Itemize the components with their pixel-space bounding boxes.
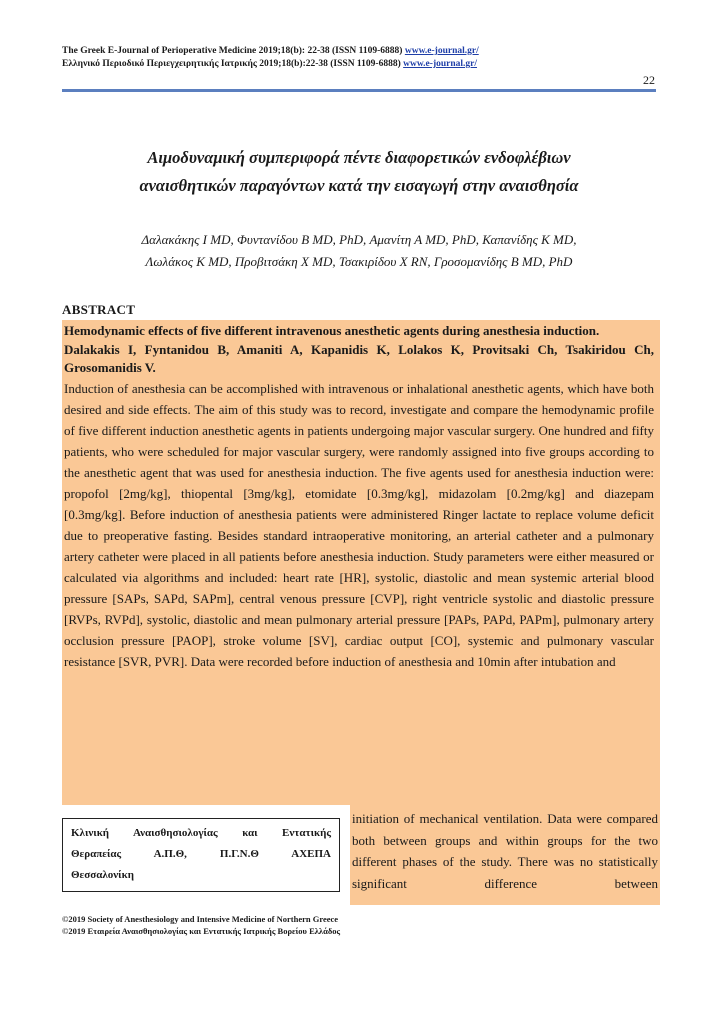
header-line-greek	[62, 58, 479, 71]
article-title	[62, 144, 656, 200]
header-citation-english: The Greek E-Journal of Perioperative Medicine 2019;18(b): 22-38 (ISSN 1109-6888)	[62, 46, 403, 56]
abstract-content	[62, 322, 656, 672]
journal-header	[62, 45, 479, 71]
english-authors: Dalakakis I, Fyntanidou B, Amaniti A, Kapanidis K, Lolakos K, Provitsaki Ch, Tsakiridou Ch, Grosomanidis V.	[64, 341, 654, 375]
affiliation-line-2: Θεραπείας Α.Π.Θ, Π.Γ.Ν.Θ ΑΧΕΠΑ	[71, 848, 331, 860]
affiliation-box	[62, 818, 340, 892]
title-line-1: Αιμοδυναμική συμπεριφορά πέντε διαφορετικών ενδοφλέβιων	[147, 148, 571, 167]
copyright-english: ©2019 Society of Anesthesiology and Intensive Medicine of Northern Greece	[62, 914, 339, 924]
author-list	[62, 229, 656, 273]
abstract-continuation: initiation of mechanical ventilation. Data were compared both between groups and within groups for the two different phases of the study. There was no statistically significant difference between	[352, 811, 658, 891]
abstract-body: Induction of anesthesia can be accomplished with intravenous or inhalational anesthetic agents, which have both desired and side effects. The aim of this study was to record, investigate and compare the hemodynamic profile of five different induction anesthetic agents in patients undergoing major vascular surgery. One hundred and fifty patients, who were scheduled for major vascular surgery, were randomly assigned into five groups according to the anesthetic agent that was used for anesthesia induction. The five agents used for anesthesia induction were: propofol [2mg/kg], thiopental [3mg/kg], etomidate [0.3mg/kg], midazolam [0.2mg/kg] and diazepam [0.3mg/kg]. Before induction of anesthesia patients were administered Ringer lactate to replace volume deficit due to preoperative fasting. Besides standard intraoperative monitoring, an arterial catheter and a pulmonary artery catheter were placed in all patients before anesthesia induction. Study parameters were either measured or calculated via algorithms and included: heart rate [HR], systolic, diastolic and mean systemic arterial blood pressure [SAPs, SAPd, SAPm], central venous pressure [CVP], right ventricle systolic and diastolic pressure [RVPs, RVPd], systolic, diastolic and mean pulmonary arterial pressure [PAPs, PAPd, PAPm], pulmonary artery occlusion pressure [PAOP], stroke volume [SV], cardiac output [CO], systemic and pulmonary vascular resistance [SVR, PVR]. Data were recorded before induction of anesthesia and 10min after intubation and	[64, 380, 654, 669]
header-citation-greek: Ελληνικό Περιοδικό Περιεγχειρητικής Ιατρικής 2019;18(b):22-38 (ISSN 1109-6888)	[62, 59, 401, 69]
header-divider	[62, 89, 656, 92]
authors-line-2: Λωλάκος Κ MD, Προβιτσάκη Χ MD, Τσακιρίδου Χ RN, Γροσομανίδης Β MD, PhD	[145, 254, 573, 269]
copyright-footer	[62, 913, 340, 937]
affiliation-line-3: Θεσσαλονίκη	[71, 869, 134, 881]
header-line-english	[62, 45, 479, 58]
journal-link[interactable]: www.e-journal.gr/	[404, 46, 479, 56]
english-title: Hemodynamic effects of five different intravenous anesthetic agents during anesthesia induction.	[64, 323, 600, 338]
title-line-2: αναισθητικών παραγόντων κατά την εισαγωγή στην αναισθησία	[139, 176, 579, 195]
abstract-heading: ABSTRACT	[62, 302, 136, 317]
journal-link-greek[interactable]: www.e-journal.gr/	[403, 59, 478, 69]
authors-line-1: Δαλακάκης Ι MD, Φυντανίδου Β MD, PhD, Αμανίτη Α MD, PhD, Καπανίδης Κ MD,	[141, 232, 577, 247]
affiliation-line-1: Κλινική Αναισθησιολογίας και Εντατικής	[71, 827, 331, 839]
page-number: 22	[643, 73, 655, 87]
copyright-greek: ©2019 Εταιρεία Αναισθησιολογίας και Εντατικής Ιατρικής Βορείου Ελλάδος	[62, 926, 341, 936]
